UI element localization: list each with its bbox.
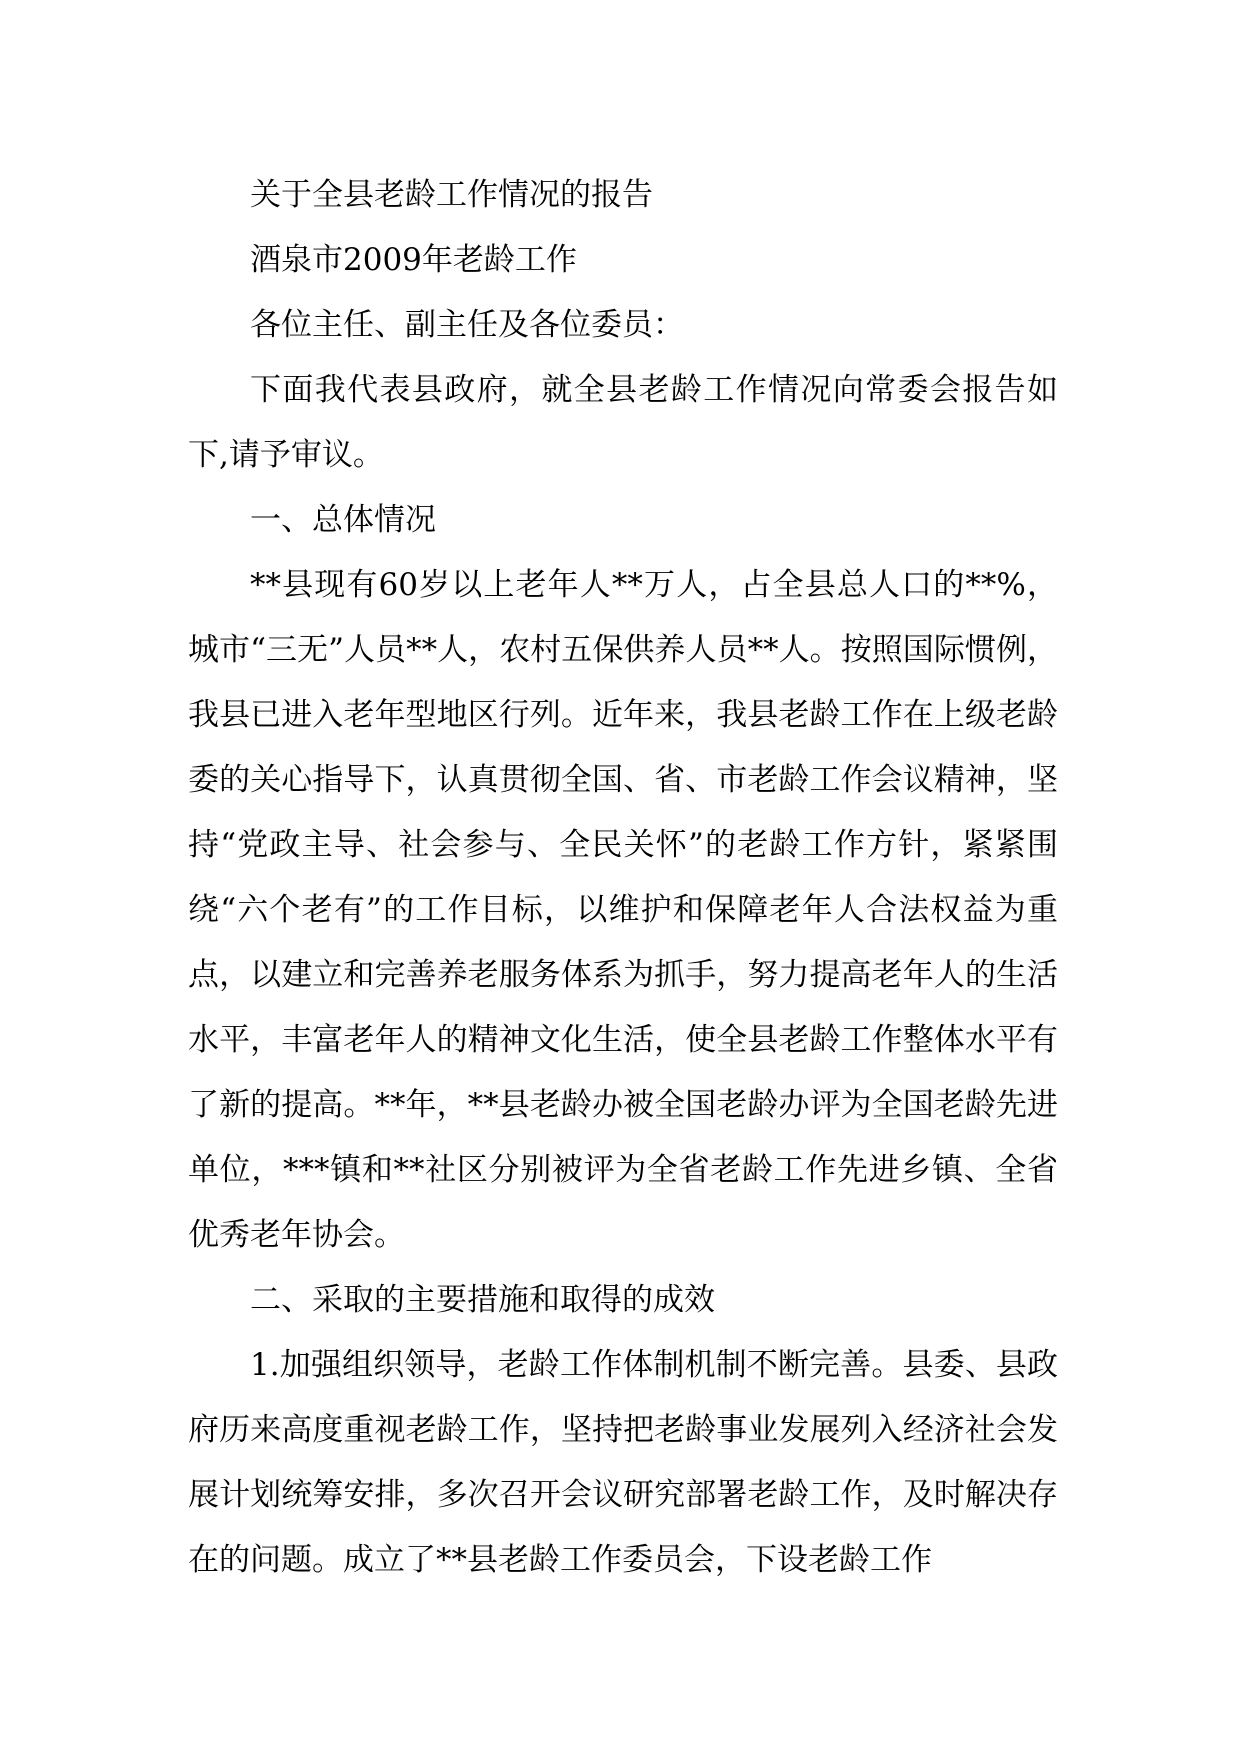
section-heading-measures: 二、采取的主要措施和取得的成效 xyxy=(250,1282,715,1318)
report-title: 关于全县老龄工作情况的报告 xyxy=(250,177,653,213)
salutation: 各位主任、副主任及各位委员： xyxy=(250,307,684,343)
document-body xyxy=(188,163,1058,1593)
section-heading-overview: 一、总体情况 xyxy=(250,502,436,538)
overview-paragraph: **县现有60岁以上老年人**万人，占全县总人口的**%，城市“三无”人员**人，农村五保供养人员**人。按照国际惯例，我县已进入老年型地区行列。近年来，我县老龄工作在上级老龄委的关心指导下，认真贯彻全国、省、市老龄工作会议精神，坚持“党政主导、社会参与、全民关怀”的老龄工作方针，紧紧围绕“六个老有”的工作目标，以维护和保障老年人合法权益为重点，以建立和完善养老服务体系为抓手，努力提高老年人的生活水平，丰富老年人的精神文化生活，使全县老龄工作整体水平有了新的提高。**年，**县老龄办被全国老龄办评为全国老龄先进单位，***镇和**社区分别被评为全省老龄工作先进乡镇、全省优秀老年协会。 xyxy=(188,567,1058,1253)
intro-paragraph: 下面我代表县政府，就全县老龄工作情况向常委会报告如下,请予审议。 xyxy=(188,372,1058,473)
report-subtitle: 酒泉市2009年老龄工作 xyxy=(250,242,577,278)
measures-paragraph-1: 1.加强组织领导，老龄工作体制机制不断完善。县委、县政府历来高度重视老龄工作，坚持把老龄事业发展列入经济社会发展计划统筹安排，多次召开会议研究部署老龄工作，及时解决存在的问题。成立了**县老龄工作委员会，下设老龄工作 xyxy=(188,1347,1058,1578)
